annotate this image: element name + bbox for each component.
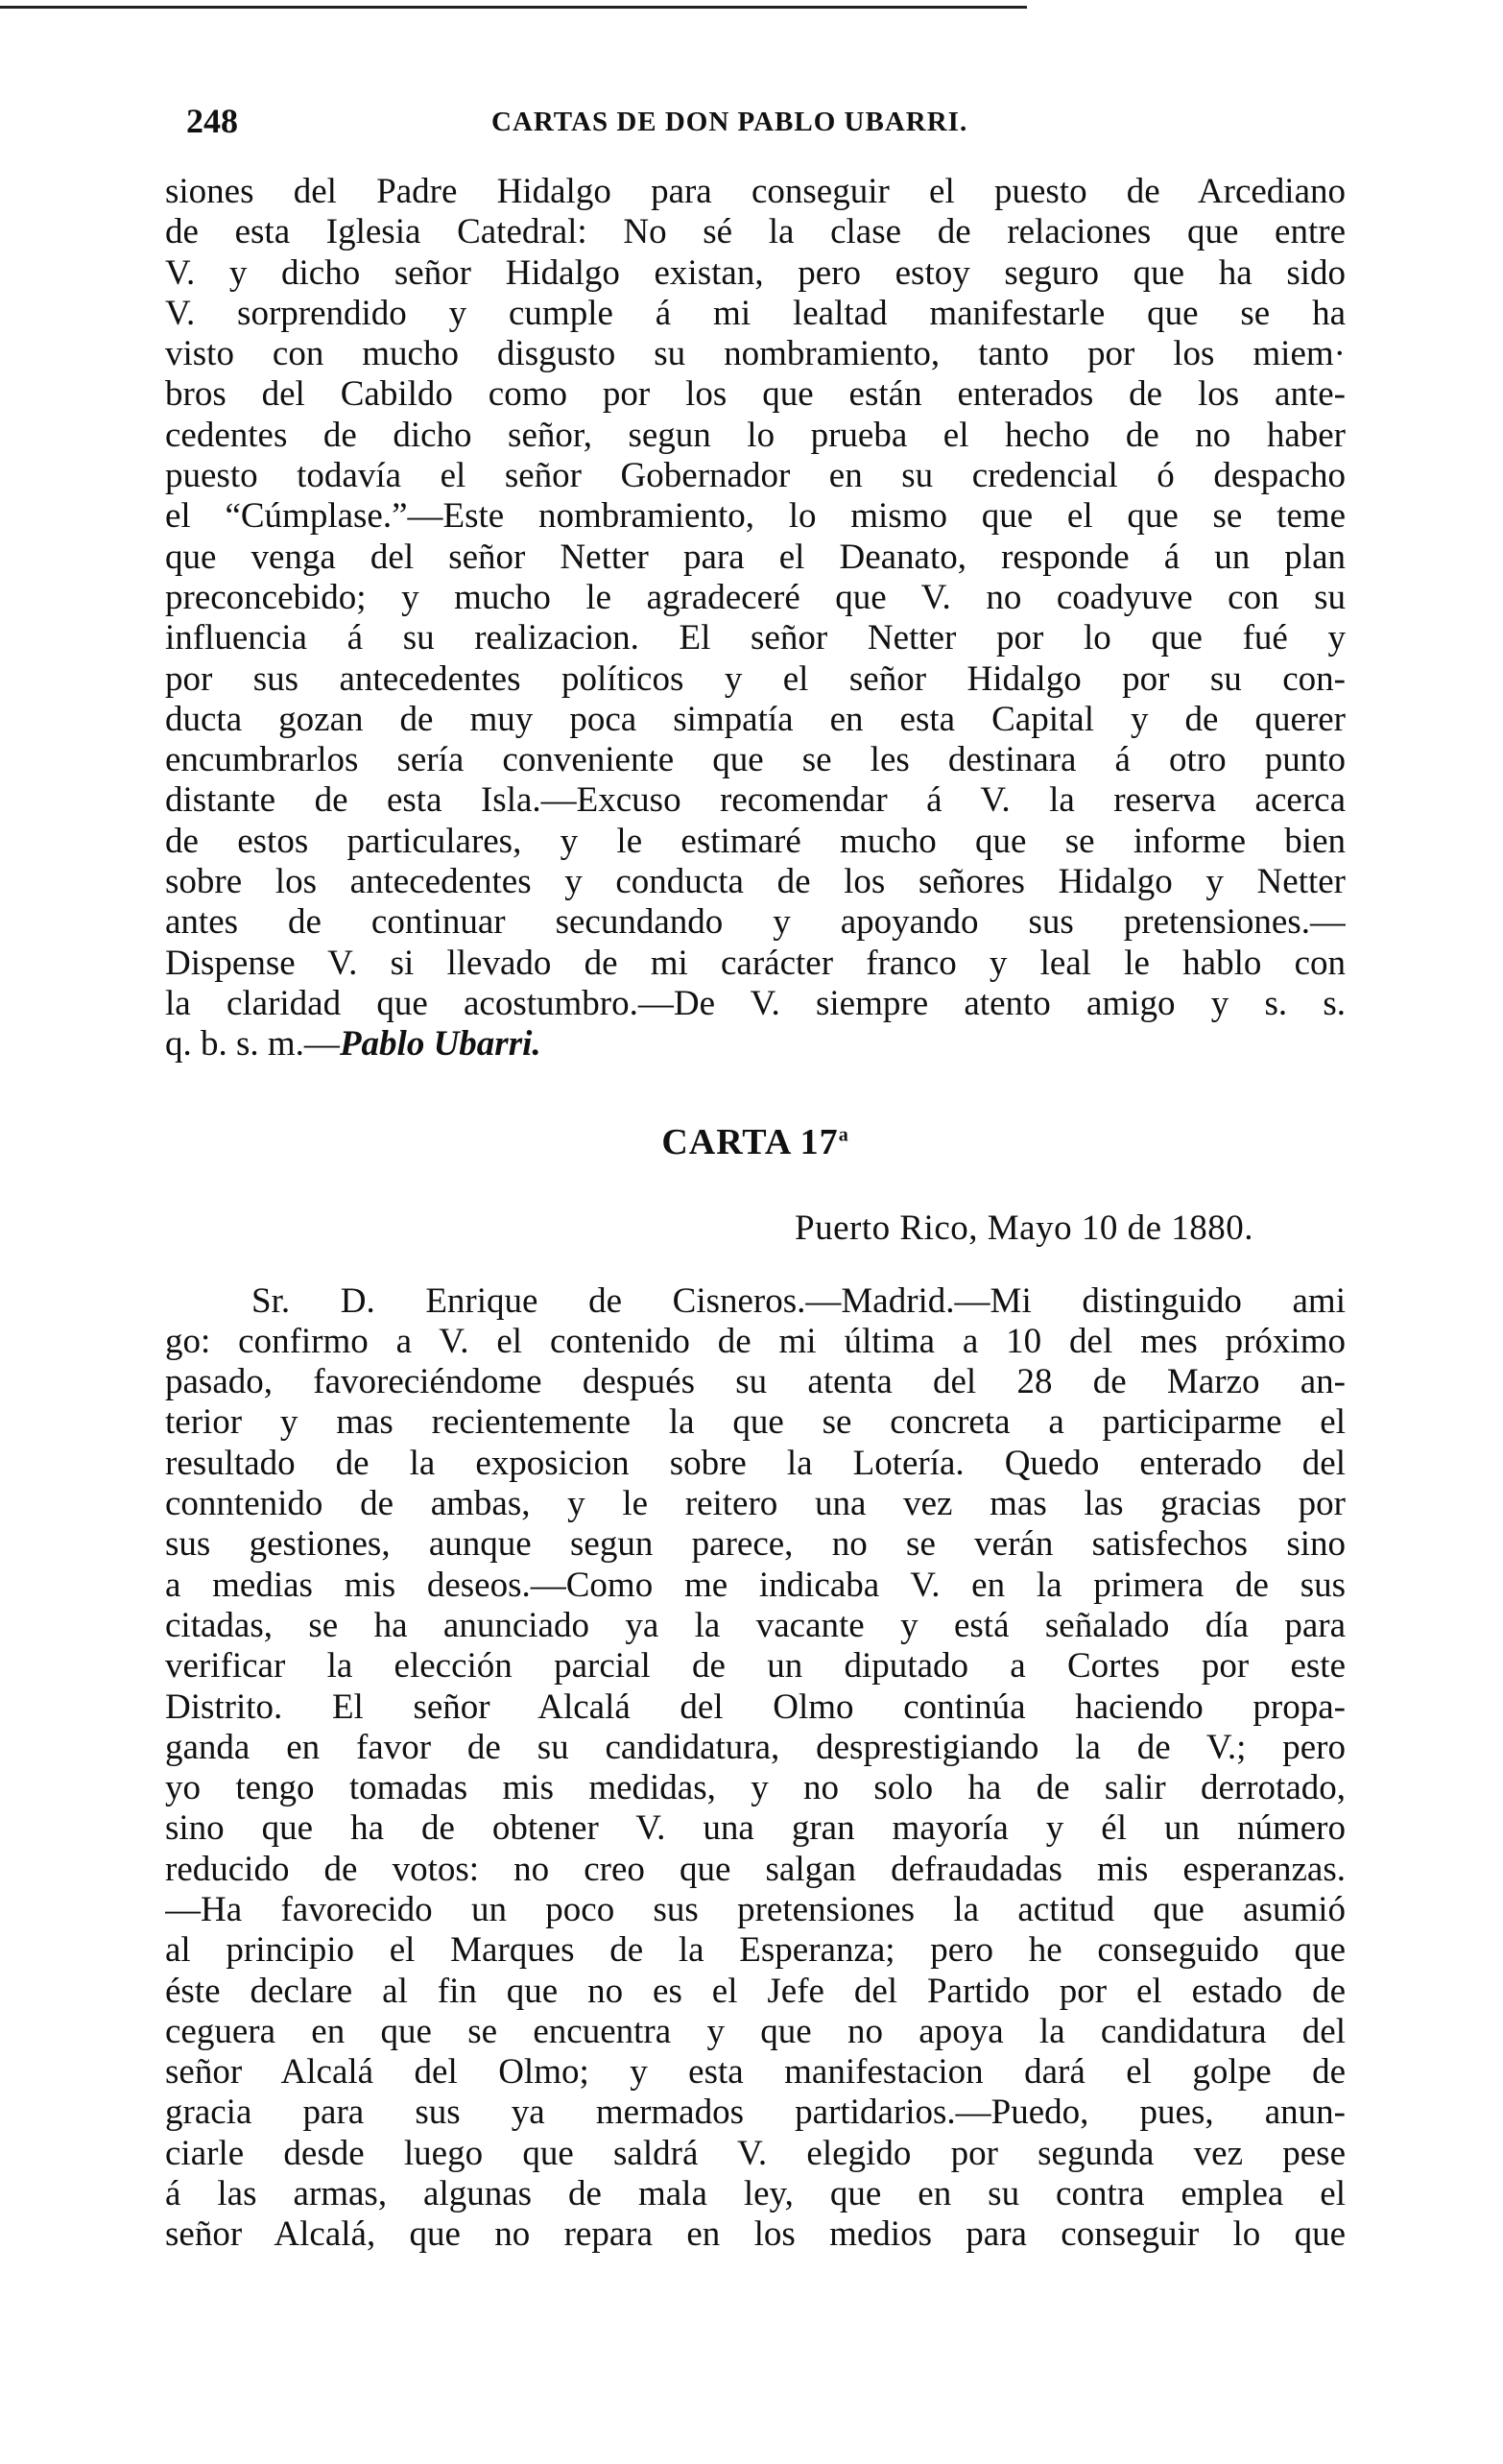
text-line: cedentes de dicho señor, segun lo prueba el hecho de no haber <box>165 415 1346 455</box>
text-line: sus gestiones, aunque segun parece, no se verán satisfechos sino <box>165 1524 1346 1565</box>
text-line: reducido de votos: no creo que salgan defraudadas mis esperanzas. <box>165 1849 1346 1889</box>
text-line: —Ha favorecido un poco sus pretensiones la actitud que asumió <box>165 1889 1346 1929</box>
text-line: Dispense V. si llevado de mi carácter franco y leal le hablo con <box>165 943 1346 983</box>
closing-formula: q. b. s. m.— <box>165 1024 340 1065</box>
text-line: go: confirmo a V. el contenido de mi última a 10 del mes próximo <box>165 1321 1346 1361</box>
letter-16-continuation <box>165 172 1346 1065</box>
running-head <box>165 101 1346 158</box>
page-number: 248 <box>186 102 238 140</box>
text-line: que venga del señor Netter para el Deanato, responde á un plan <box>165 537 1346 577</box>
text-line: á las armas, algunas de mala ley, que en su contra emplea el <box>165 2174 1346 2214</box>
closing-line <box>165 1024 1346 1065</box>
signature: Pablo Ubarri. <box>339 1024 541 1065</box>
text-line: preconcebido; y mucho le agradeceré que V. no coadyuve con su <box>165 577 1346 617</box>
text-line: visto con mucho disgusto su nombramiento, tanto por los miem· <box>165 334 1346 374</box>
text-line: resultado de la exposicion sobre la Lotería. Quedo enterado del <box>165 1443 1346 1483</box>
letter-heading <box>165 1121 1346 1163</box>
running-title: CARTAS DE DON PABLO UBARRI. <box>491 107 968 137</box>
text-line: el “Cúmplase.”—Este nombramiento, lo mismo que el que se teme <box>165 496 1346 537</box>
text-line: señor Alcalá del Olmo; y esta manifestacion dará el golpe de <box>165 2052 1346 2093</box>
text-line: Sr. D. Enrique de Cisneros.—Madrid.—Mi distinguido ami <box>251 1280 1346 1321</box>
text-line: sino que ha de obtener V. una gran mayoría y él un número <box>165 1808 1346 1849</box>
book-page <box>165 101 1346 2256</box>
text-line: encumbrarlos sería conveniente que se les destinara á otro punto <box>165 740 1346 780</box>
text-line: conntenido de ambas, y le reitero una vez mas las gracias por <box>165 1484 1346 1524</box>
text-line: pasado, favoreciéndome después su atenta del 28 de Marzo an- <box>165 1362 1346 1402</box>
text-line: Distrito. El señor Alcalá del Olmo continúa haciendo propa- <box>165 1687 1346 1727</box>
text-line: influencia á su realizacion. El señor Netter por lo que fué y <box>165 618 1346 658</box>
text-line: a medias mis deseos.—Como me indicaba V. en la primera de sus <box>165 1565 1346 1605</box>
text-line: V. sorprendido y cumple á mi lealtad manifestarle que se ha <box>165 293 1346 333</box>
text-line: citadas, se ha anunciado ya la vacante y está señalado día para <box>165 1605 1346 1645</box>
letter-17-body <box>165 1281 1346 2256</box>
text-line: por sus antecedentes políticos y el señor Hidalgo por su con- <box>165 658 1346 699</box>
text-line: V. y dicho señor Hidalgo existan, pero estoy seguro que ha sido <box>165 252 1346 293</box>
text-line: gracia para sus ya mermados partidarios.—Puedo, pues, anun- <box>165 2093 1346 2133</box>
text-line: terior y mas recientemente la que se concreta a participarme el <box>165 1402 1346 1443</box>
text-line: verificar la elección parcial de un diputado a Cortes por este <box>165 1646 1346 1687</box>
text-line: bros del Cabildo como por los que están enterados de los ante- <box>165 374 1346 415</box>
text-line: ganda en favor de su candidatura, desprestigiando la de V.; pero <box>165 1727 1346 1767</box>
letter-ordinal: a <box>838 1123 849 1145</box>
text-line: de estos particulares, y le estimaré mucho que se informe bien <box>165 821 1346 861</box>
text-line: puesto todavía el señor Gobernador en su credencial ó despacho <box>165 456 1346 496</box>
text-line: ciarle desde luego que saldrá V. elegido por segunda vez pese <box>165 2133 1346 2173</box>
text-line: sobre los antecedentes y conducta de los señores Hidalgo y Netter <box>165 862 1346 902</box>
text-line: de esta Iglesia Catedral: No sé la clase de relaciones que entre <box>165 212 1346 252</box>
text-line: la claridad que acostumbro.—De V. siempre atento amigo y s. s. <box>165 983 1346 1023</box>
text-line: siones del Padre Hidalgo para conseguir el puesto de Arcediano <box>165 172 1346 211</box>
text-line: ducta gozan de muy poca simpatía en esta Capital y de querer <box>165 699 1346 739</box>
text-line: distante de esta Isla.—Excuso recomendar á V. la reserva acerca <box>165 780 1346 821</box>
text-line: ceguera en que se encuentra y que no apoya la candidatura del <box>165 2011 1346 2051</box>
text-line: éste declare al fin que no es el Jefe del Partido por el estado de <box>165 1971 1346 2011</box>
text-line: yo tengo tomadas mis medidas, y no solo ha de salir derrotado, <box>165 1768 1346 1808</box>
text-line: señor Alcalá, que no repara en los medios para conseguir lo que <box>165 2214 1346 2255</box>
dateline: Puerto Rico, Mayo 10 de 1880. <box>795 1208 1253 1248</box>
text-line: antes de continuar secundando y apoyando sus pretensiones.— <box>165 902 1346 943</box>
top-border-rule <box>0 6 1027 9</box>
text-line: al principio el Marques de la Esperanza; pero he conseguido que <box>165 1930 1346 1971</box>
letter-title: CARTA 17 <box>661 1121 839 1162</box>
